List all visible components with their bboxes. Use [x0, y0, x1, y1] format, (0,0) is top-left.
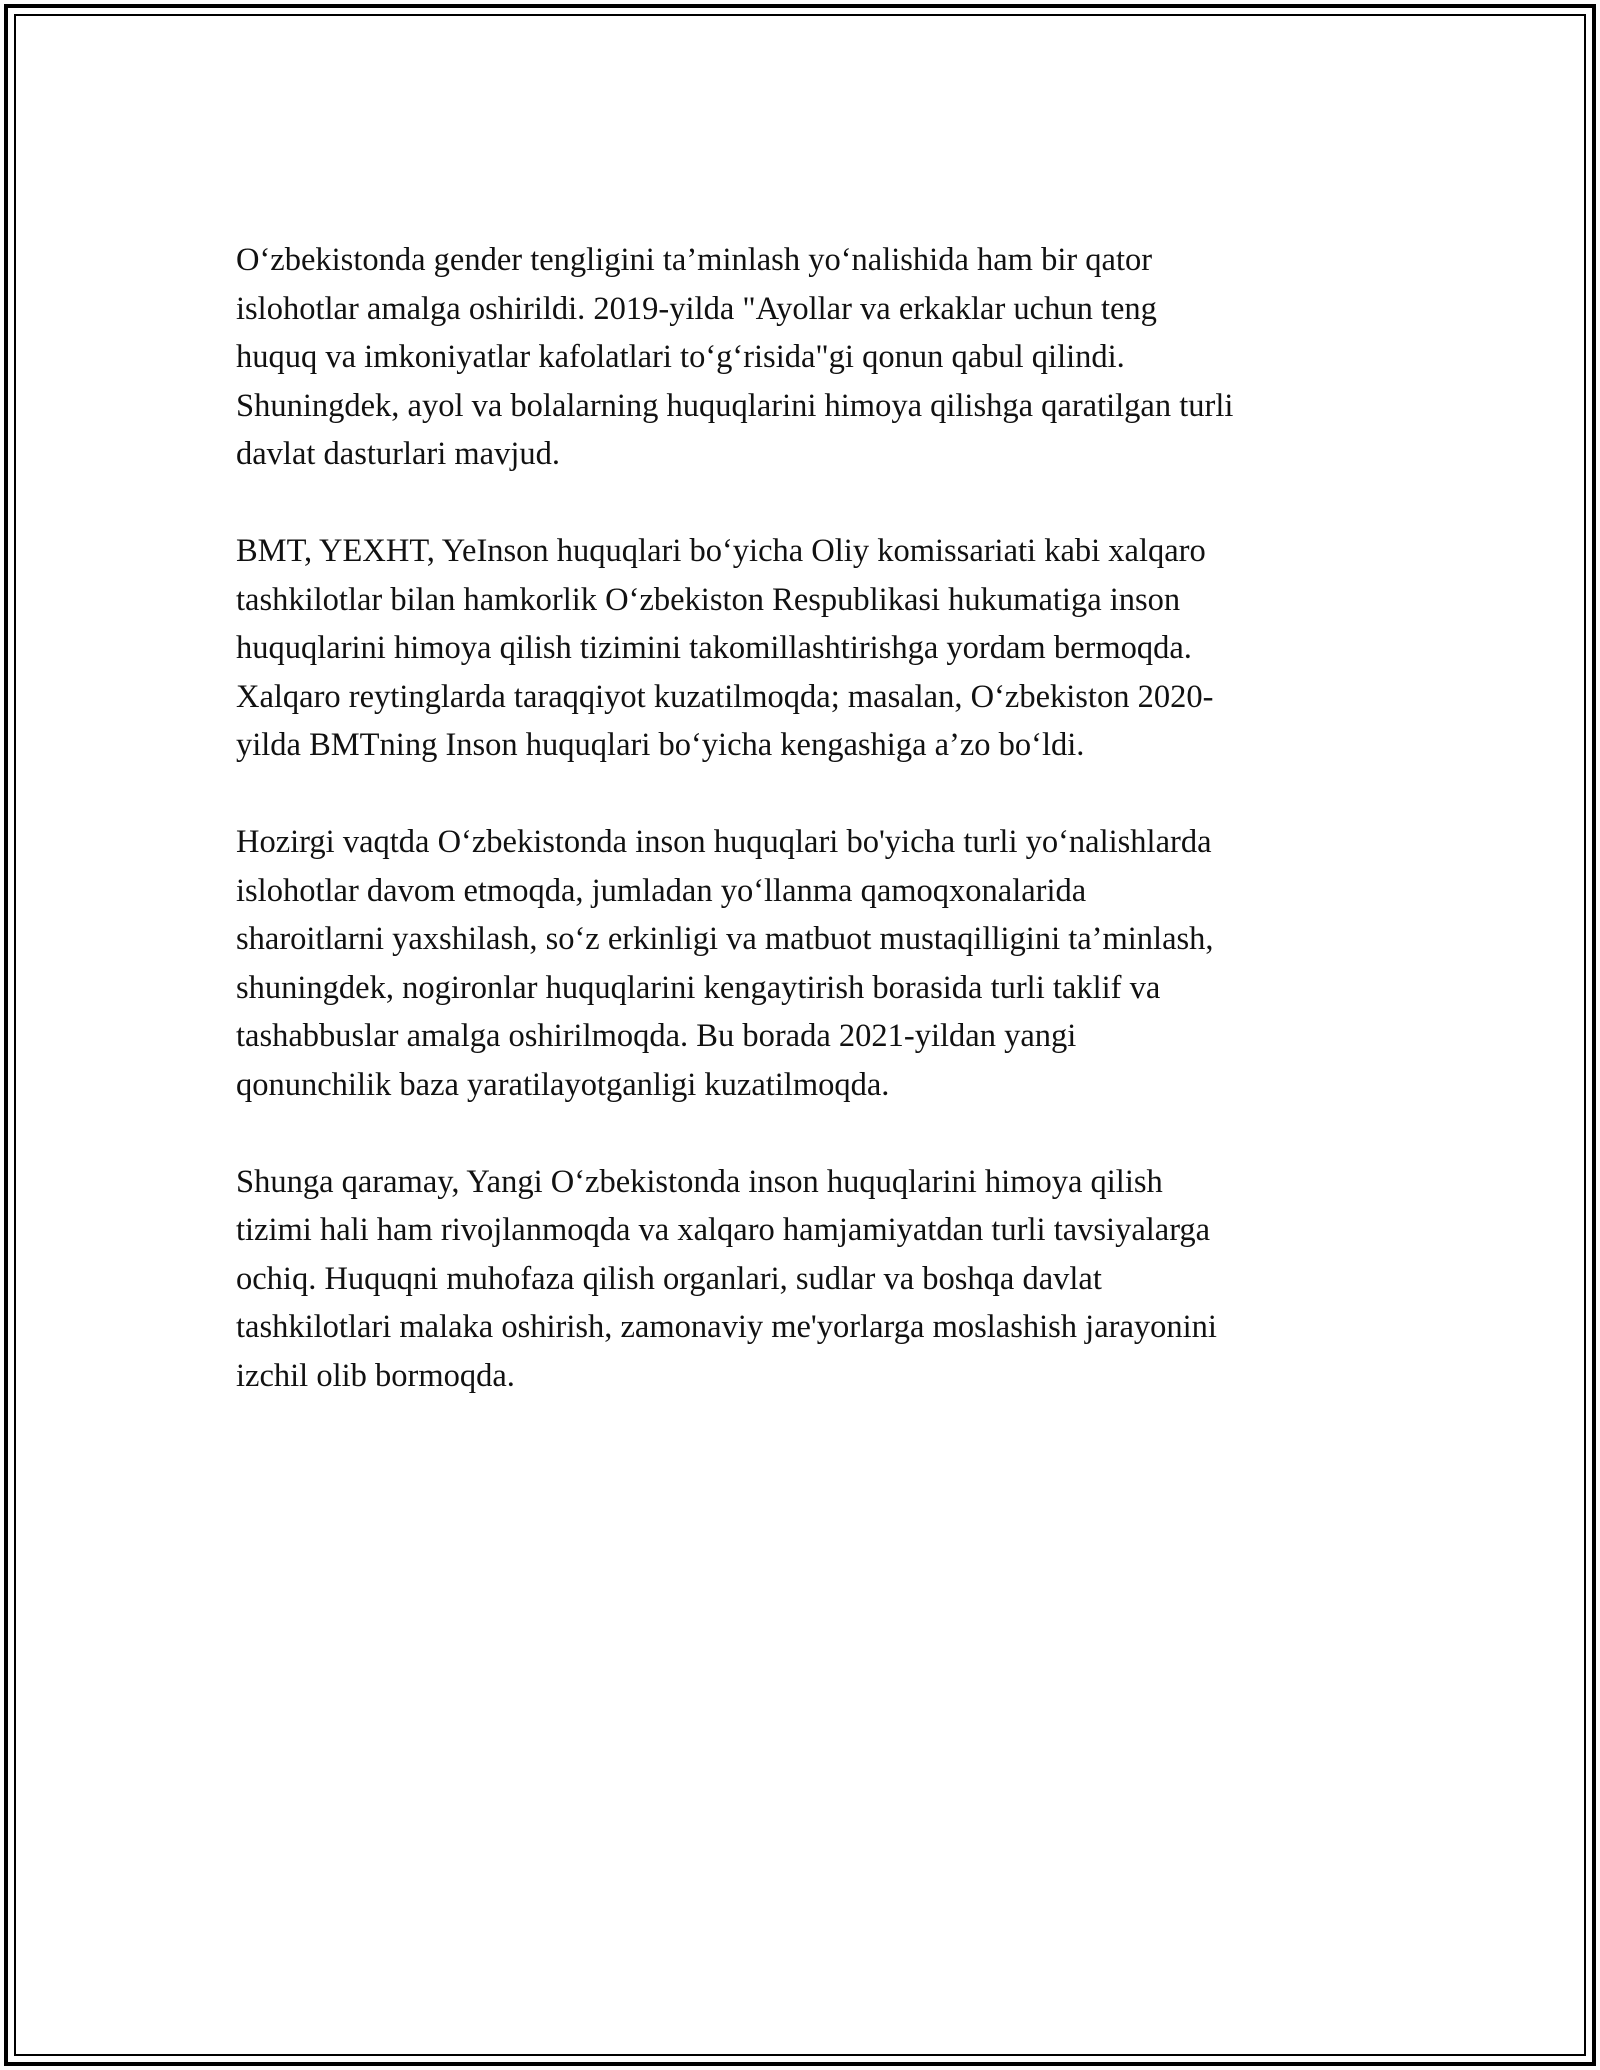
text-line: davlat dasturlari mavjud.	[236, 436, 561, 472]
text-line: tashkilotlar bilan hamkorlik O‘zbekiston Respublikasi hukumatiga inson	[236, 581, 1181, 618]
paragraph-conclusion	[236, 1158, 1366, 1401]
text-line: Hozirgi vaqtda O‘zbekistonda inson huquqlari bo'yicha turli yo‘nalishlarda	[236, 824, 1212, 860]
text-line: sharoitlarni yaxshilash, so‘z erkinligi va matbuot mustaqilligini ta’minlash,	[236, 921, 1214, 957]
paragraph-current-reforms	[236, 818, 1366, 1109]
text-line: Shuningdek, ayol va bolalarning huquqlarini himoya qilishga qaratilgan turli	[236, 387, 1234, 424]
text-line: Xalqaro reytinglarda taraqqiyot kuzatilmoqda; masalan, O‘zbekiston 2020-	[236, 678, 1214, 715]
paragraph-international-cooperation	[236, 527, 1366, 770]
text-line: islohotlar davom etmoqda, jumladan yo‘llanma qamoqxonalarida	[236, 872, 1087, 909]
text-line: Shunga qaramay, Yangi O‘zbekistonda inson huquqlarini himoya qilish	[236, 1163, 1163, 1200]
paragraph-gender-equality	[236, 236, 1366, 479]
text-line: huquqlarini himoya qilish tizimini takomillashtirishga yordam bermoqda.	[236, 630, 1192, 666]
text-line: BMT, YEXHT, YeInson huquqlari bo‘yicha Oliy komissariati kabi xalqaro	[236, 533, 1206, 569]
text-line: qonunchilik baza yaratilayotganligi kuzatilmoqda.	[236, 1066, 890, 1103]
text-line: yilda BMTning Inson huquqlari bo‘yicha kengashiga a’zo bo‘ldi.	[236, 727, 1085, 763]
text-line: tashabbuslar amalga oshirilmoqda. Bu borada 2021-yildan yangi	[236, 1018, 1077, 1054]
text-line: ochiq. Huquqni muhofaza qilish organlari, sudlar va boshqa davlat	[236, 1260, 1102, 1297]
text-line: tashkilotlari malaka oshirish, zamonaviy me'yorlarga moslashish jarayonini	[236, 1309, 1217, 1345]
text-line: O‘zbekistonda gender tengligini ta’minlash yo‘nalishida ham bir qator	[236, 242, 1153, 278]
text-line: izchil olib bormoqda.	[236, 1357, 515, 1394]
text-line: islohotlar amalga oshirildi. 2019-yilda "Ayollar va erkaklar uchun teng	[236, 290, 1157, 327]
text-line: tizimi hali ham rivojlanmoqda va xalqaro hamjamiyatdan turli tavsiyalarga	[236, 1212, 1211, 1248]
text-line: huquq va imkoniyatlar kafolatlari to‘g‘risida"gi qonun qabul qilindi.	[236, 339, 1125, 375]
document-body	[236, 236, 1366, 1449]
text-line: shuningdek, nogironlar huquqlarini kengaytirish borasida turli taklif va	[236, 969, 1161, 1006]
